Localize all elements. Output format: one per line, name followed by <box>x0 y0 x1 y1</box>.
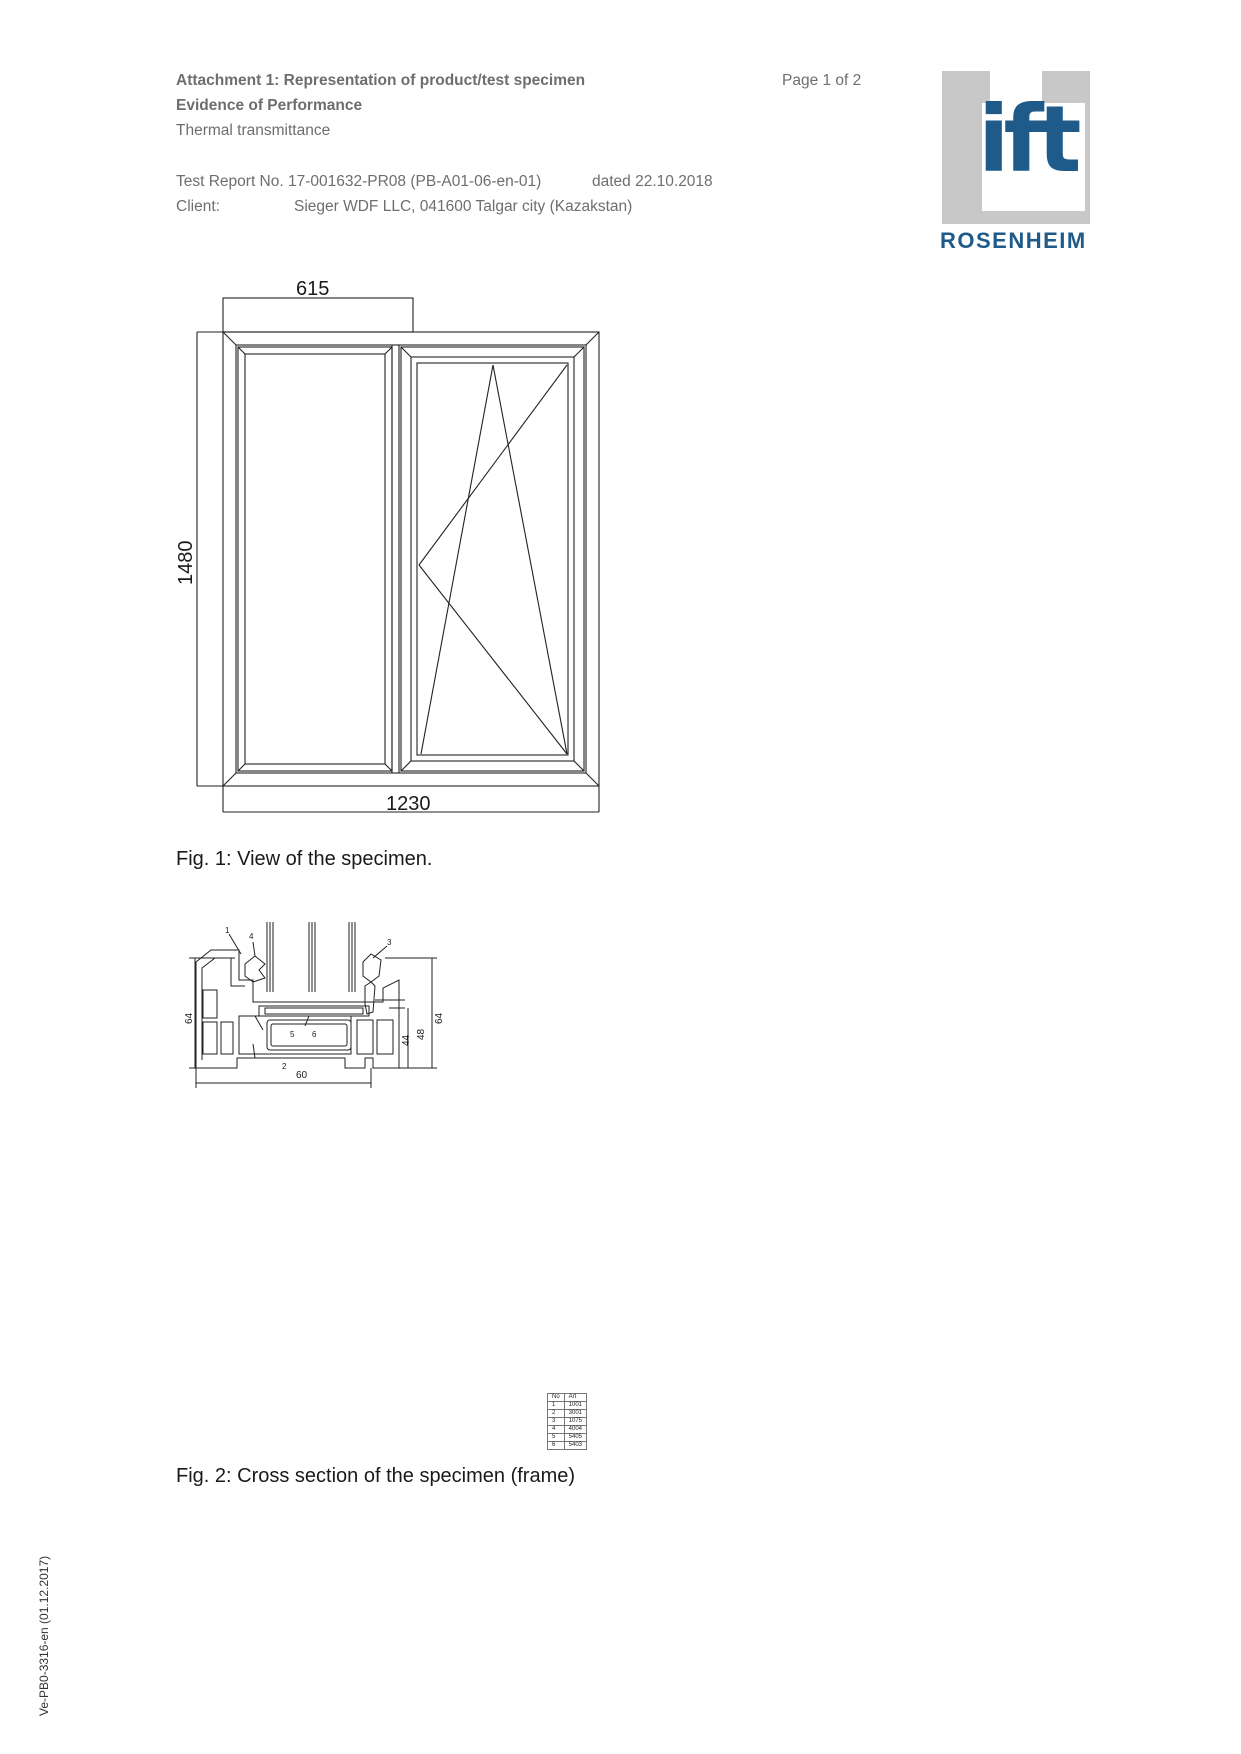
row-art: 3001 <box>564 1410 586 1418</box>
frame-cross-section <box>175 920 465 1170</box>
row-art: 1075 <box>564 1418 586 1426</box>
fig2-label-3: 3 <box>387 938 392 947</box>
article-header-art: Art <box>564 1394 586 1402</box>
ift-logo-name: ROSENHEIM <box>940 228 1087 253</box>
table-row <box>548 1426 587 1434</box>
ift-logo-mark: ift <box>978 86 1076 193</box>
fig2-drawing <box>175 920 465 1170</box>
fig2-caption: Fig. 2: Cross section of the specimen (frame) <box>176 1465 576 1487</box>
evidence-title: Evidence of Performance <box>176 97 363 114</box>
table-row <box>548 1410 587 1418</box>
table-row <box>548 1418 587 1426</box>
fig2-label-5: 5 <box>290 1030 295 1039</box>
row-art: 5403 <box>564 1442 586 1450</box>
fig2-dim-bottom: 60 <box>296 1070 308 1081</box>
fig2-dim-left: 64 <box>184 1012 195 1024</box>
row-art: 4004 <box>564 1426 586 1434</box>
client-value: Sieger WDF LLC, 041600 Talgar city (Kazakstan) <box>294 198 633 215</box>
fig1-dim-bottom: 1230 <box>386 793 431 815</box>
report-date: dated 22.10.2018 <box>592 173 713 190</box>
article-table-header <box>548 1394 587 1402</box>
report-number: Test Report No. 17-001632-PR08 (PB-A01-06-en-01) <box>176 173 542 190</box>
row-no: 2 <box>548 1410 565 1418</box>
row-no: 4 <box>548 1426 565 1434</box>
row-no: 3 <box>548 1418 565 1426</box>
row-no: 6 <box>548 1442 565 1450</box>
table-row <box>548 1434 587 1442</box>
fig1-dim-left: 1480 <box>175 540 197 585</box>
article-table <box>547 1393 587 1450</box>
page-number: Page 1 of 2 <box>782 72 862 89</box>
article-header-no: No <box>548 1394 565 1402</box>
row-art: 1001 <box>564 1402 586 1410</box>
fig2-dim-48: 48 <box>416 1028 427 1040</box>
fig2-label-4: 4 <box>249 932 254 941</box>
fig2-dim-64-right: 64 <box>434 1012 445 1024</box>
fig2-label-1: 1 <box>225 926 230 935</box>
fig1-caption: Fig. 1: View of the specimen. <box>176 848 433 870</box>
fig2-dim-44: 44 <box>401 1034 412 1046</box>
client-label: Client: <box>176 198 220 215</box>
row-art: 5405 <box>564 1434 586 1442</box>
table-row <box>548 1402 587 1410</box>
fig2-label-6: 6 <box>312 1030 317 1039</box>
ift-logo <box>940 70 1094 255</box>
subject-line: Thermal transmittance <box>176 122 331 139</box>
fig1-drawing <box>175 260 615 820</box>
row-no: 5 <box>548 1434 565 1442</box>
fig2-label-2: 2 <box>282 1062 287 1071</box>
window-elevation <box>175 260 615 820</box>
table-row <box>548 1442 587 1450</box>
fig1-dim-top: 615 <box>296 278 330 300</box>
form-code: Ve-PB0-3316-en (01.12.2017) <box>37 1555 51 1716</box>
row-no: 1 <box>548 1402 565 1410</box>
attachment-title: Attachment 1: Representation of product/test specimen <box>176 72 586 89</box>
